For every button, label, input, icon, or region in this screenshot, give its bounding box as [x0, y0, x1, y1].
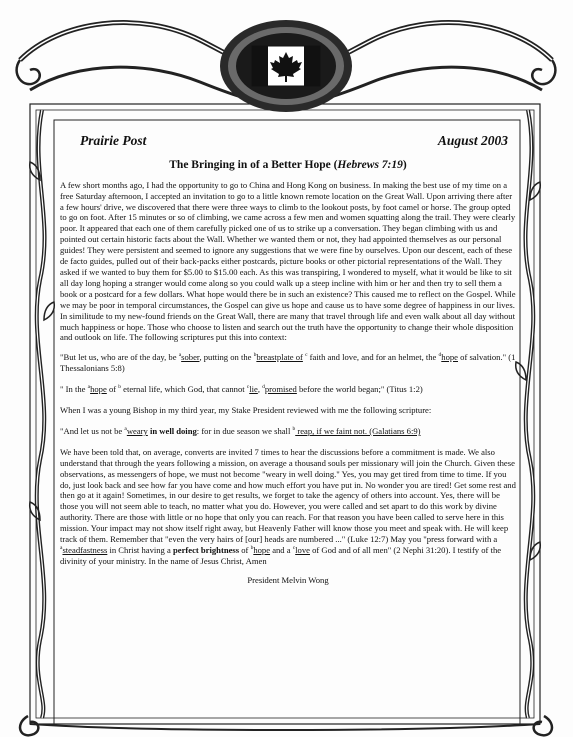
scripture-thessalonians: "But let us, who are of the day, be $^a$sober, putting on the $^b$breastplate of $^c$ faith and love, and for an helmet, the $^d$hope of salvation." (1 Thessalonians 5:8): [60, 352, 516, 374]
scripture-titus: " In the $^a$hope of $^b$ eternal life, which God, that cannot $^c$lie, $^d$promised before the world began;" (Titus 1:2): [60, 384, 423, 395]
signature: President Melvin Wong: [247, 574, 329, 585]
paragraph-bishop: When I was a young Bishop in my third year, my Stake President reviewed with me the following scripture:: [60, 405, 432, 416]
paragraph-converts: We have been told that, on average, converts are invited 7 times to hear the discussions before a commitment is made. We also understand that through the years following a mission, on average a thousand souls per missionary will join the Church. Given these observations, as messengers of hope, we must not become "weary in well doing." Yes, you may get tired from time to time. If you do, just look back and see how far you have come and how much effort you have put in. No wonder you are tired! Get some rest and then go at it again! Sometimes, in our desire to get results, we forget to take the agency of others into account. Yes, there will be those you will not seem able to teach, no matter what you do. However, you were called and set apart to do this work by divine authority. There are those with little or no hope that only you can reach. For that reason you have been called to serve here in this mission. Your impact may not show itself right away, but Heavenly Father will know those you meet and speak with. He will keep track of them. Remember that "even the very hairs of [our] heads are numbered ..." (Luke 12:7) May you "press forward with a $^a$steadfastness in Christ having a perfect brightness of $^b$hope and a $^c$love of God and of all men" (2 Nephi 31:20). I testify of the divinity of your ministry. In the name of Jesus Christ, Amen: [60, 446, 516, 566]
issue-date: August 2003: [437, 133, 508, 148]
title-text: The Bringing in of a Better Hope (: [169, 159, 338, 172]
newsletter-name: Prairie Post: [80, 133, 147, 148]
title-close: ): [402, 159, 407, 172]
title-reference: Hebrews 7:19: [337, 159, 403, 172]
newsletter-page: [60, 126, 516, 718]
article-title: [60, 158, 516, 173]
medallion: [220, 20, 352, 112]
scripture-galatians: "And let us not be $^a$weary in well doing: for in due season we shall $^b$ reap, if we faint not. (Galatians 6:9): [60, 425, 421, 436]
paragraph-intro: A few short months ago, I had the opportunity to go to China and Hong Kong on business. In making the best use of my time on a free Saturday afternoon, I accepted an invitation to go to a little known remote location on the Great Wall. Upon arriving there after a few hours' drive, we discovered that there were three ways to climb to the lookout posts, by foot camel or horse. The group opted to go on foot. After 15 minutes or so of climbing, we came across a few men and women squatting along the trail. They were clearly poor. It appeared that each one of them carefully picked one of us to strike up a conversation. They began climbing with us and pointed out certain historic facts about the Wall. Whether we wanted them or not, they had appointed themselves as our personal guides! They were persistent and seemed to ignore any suggestions that we were fine by ourselves. Upon our descent, each of these de facto guides, pulled out of their back-packs either postcards, picture books or other pictorial representations of the Wall. They asked if we wanted to buy them for $5.00 to $15.00 each. As this was transpiring, I wondered to myself, what it would be like to sit all day long hoping a stranger would come along so you could walk up a steep incline with him or her and then try to sell them a book or a postcard for a few dollars. What hope would there be in such an existence? This caused me to reflect on the Gospel. While we may be poor in temporal circumstances, the Gospel can give us hope and cause us to have some degree of happiness in our lives. In similitude to my new-found friends on the Great Wall, there are many that travel through life and even walk about all day without much happiness or hope. Those who choose to listen and search out the truth have the opportunity to change their whole disposition and outlook on life. The following scriptures put this into context:: [60, 179, 516, 343]
masthead: [80, 132, 508, 149]
